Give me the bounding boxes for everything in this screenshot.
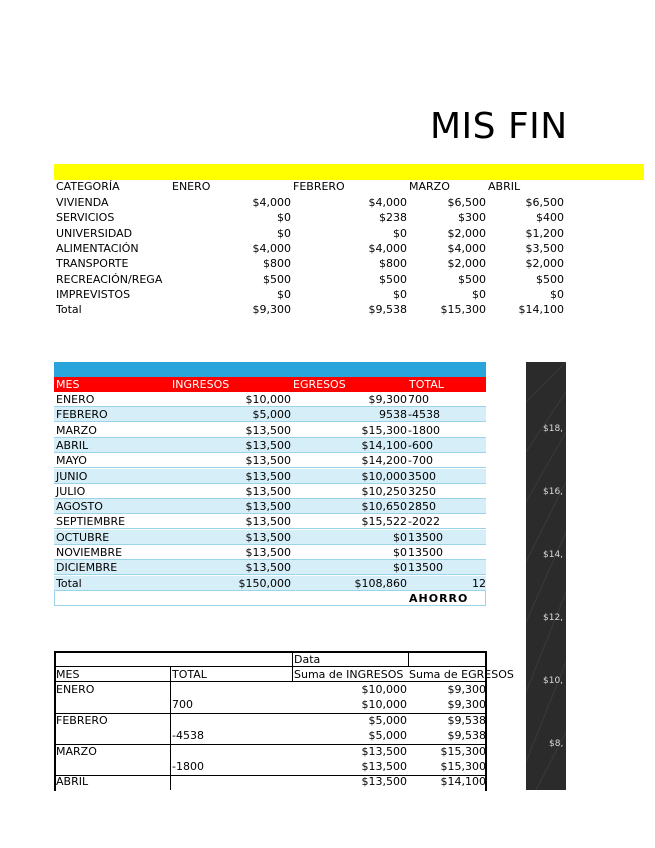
pivot-ingresos-cell: $13,500	[361, 775, 407, 789]
pivot-ingresos-cell: $13,500	[361, 760, 407, 773]
budget-header-cell: ENERO	[172, 180, 211, 193]
chart-y-tick-label: $10,	[543, 676, 564, 686]
budget-category-cell: SERVICIOS	[56, 211, 115, 225]
budget-value-cell: $0	[277, 287, 291, 301]
monthly-month-cell: MARZO	[56, 423, 97, 437]
monthly-total-cell: -600	[408, 438, 433, 452]
monthly-ingresos-cell: $10,000	[245, 393, 291, 406]
monthly-egresos-cell: $10,000	[361, 469, 407, 483]
budget-value-cell: $4,000	[368, 196, 407, 209]
monthly-total-cell: 13500	[408, 530, 443, 544]
chart-y-tick-label: $16,	[543, 487, 564, 497]
chart-y-tick-label: $8,	[549, 739, 564, 749]
budget-value-cell: $4,000	[368, 241, 407, 255]
budget-header-band	[54, 164, 644, 180]
monthly-egresos-cell: $0	[393, 561, 407, 575]
monthly-total-cell: 13500	[408, 561, 443, 575]
monthly-ingresos-cell: $13,500	[245, 530, 291, 544]
budget-category-cell: VIVIENDA	[56, 196, 109, 209]
pivot-month-cell: MARZO	[56, 744, 97, 758]
pivot-month-cell: FEBRERO	[56, 713, 108, 727]
pivot-egresos-cell: $9,538	[447, 729, 486, 743]
budget-value-cell: $0	[393, 226, 407, 240]
budget-value-cell: $800	[263, 257, 291, 271]
budget-value-cell: $9,300	[252, 303, 291, 317]
monthly-ingresos-cell: $150,000	[238, 576, 291, 590]
pivot-ingresos-cell: $10,000	[361, 683, 407, 696]
budget-category-cell: Total	[56, 303, 82, 317]
monthly-egresos-cell: $10,650	[361, 500, 407, 514]
budget-value-cell: $2,000	[447, 257, 486, 271]
monthly-ingresos-cell: $13,500	[245, 515, 291, 529]
budget-value-cell: $6,500	[525, 196, 564, 209]
page-title: MIS FIN	[430, 106, 568, 147]
monthly-total-cell: -2022	[408, 515, 440, 529]
budget-value-cell: $2,000	[525, 257, 564, 271]
budget-category-cell: RECREACIÓN/REGA	[56, 272, 163, 286]
monthly-month-cell: FEBRERO	[56, 408, 108, 422]
pivot-header-total: TOTAL	[172, 668, 207, 681]
monthly-header-cell: TOTAL	[409, 378, 444, 391]
budget-value-cell: $0	[277, 226, 291, 240]
monthly-month-cell: NOVIEMBRE	[56, 546, 123, 559]
budget-value-cell: $14,100	[518, 303, 564, 317]
monthly-egresos-cell: $9,300	[368, 393, 407, 406]
budget-header-cell: ABRIL	[488, 180, 521, 193]
monthly-total-cell: 700	[408, 393, 429, 406]
pivot-ingresos-cell: $10,000	[361, 698, 407, 712]
budget-value-cell: $500	[263, 272, 291, 286]
pivot-data-label: Data	[294, 653, 321, 666]
monthly-egresos-cell: $14,200	[361, 454, 407, 468]
budget-value-cell: $0	[393, 287, 407, 301]
monthly-month-cell: JUNIO	[56, 469, 88, 483]
monthly-month-cell: ABRIL	[56, 438, 89, 452]
chart-y-tick-label: $14,	[543, 550, 564, 560]
budget-value-cell: $300	[458, 211, 486, 225]
budget-value-cell: $500	[379, 272, 407, 286]
monthly-month-cell: ENERO	[56, 393, 95, 406]
budget-category-cell: ALIMENTACIÓN	[56, 241, 139, 255]
budget-value-cell: $3,500	[525, 241, 564, 255]
monthly-ingresos-cell: $13,500	[245, 500, 291, 514]
monthly-ingresos-cell: $13,500	[245, 423, 291, 437]
budget-value-cell: $9,538	[368, 303, 407, 317]
monthly-ingresos-cell: $13,500	[245, 484, 291, 498]
pivot-ingresos-cell: $5,000	[368, 713, 407, 727]
budget-value-cell: $1,200	[525, 226, 564, 240]
monthly-ingresos-cell: $13,500	[245, 561, 291, 575]
monthly-total-cell: 3500	[408, 469, 436, 483]
monthly-month-cell: MAYO	[56, 454, 87, 468]
budget-header-cell: MARZO	[409, 180, 450, 193]
budget-category-cell: TRANSPORTE	[56, 257, 129, 271]
monthly-total-cell: 13500	[408, 546, 443, 559]
monthly-egresos-cell: $0	[393, 546, 407, 559]
chart-y-tick-label: $12,	[543, 613, 564, 623]
chart-y-tick-label: $18,	[543, 424, 564, 434]
budget-value-cell: $4,000	[252, 196, 291, 209]
monthly-egresos-cell: 9538	[379, 408, 407, 422]
monthly-total-cell: -1800	[408, 423, 440, 437]
pivot-ingresos-cell: $13,500	[361, 744, 407, 758]
monthly-egresos-cell: $0	[393, 530, 407, 544]
monthly-ingresos-cell: $5,000	[252, 408, 291, 422]
budget-value-cell: $800	[379, 257, 407, 271]
monthly-egresos-cell: $14,100	[361, 438, 407, 452]
budget-value-cell: $0	[472, 287, 486, 301]
monthly-total-cell: 3250	[408, 484, 436, 498]
monthly-total-cell: -700	[408, 454, 433, 468]
monthly-egresos-cell: $10,250	[361, 484, 407, 498]
budget-value-cell: $238	[379, 211, 407, 225]
pivot-month-cell: ABRIL	[56, 775, 89, 789]
monthly-header-cell: MES	[56, 378, 80, 391]
pivot-gridline	[292, 651, 293, 682]
monthly-month-cell: Total	[56, 576, 82, 590]
budget-value-cell: $0	[550, 287, 564, 301]
monthly-total-cell: 2850	[408, 500, 436, 514]
monthly-month-cell: OCTUBRE	[56, 530, 110, 544]
pivot-egresos-cell: $9,300	[447, 698, 486, 712]
pivot-header-ingresos: Suma de INGRESOS	[294, 668, 404, 681]
budget-value-cell: $2,000	[447, 226, 486, 240]
pivot-ingresos-cell: $5,000	[368, 729, 407, 743]
budget-value-cell: $500	[458, 272, 486, 286]
monthly-header-cell: EGRESOS	[293, 378, 346, 391]
monthly-ingresos-cell: $13,500	[245, 438, 291, 452]
monthly-month-cell: JULIO	[56, 484, 86, 498]
pivot-month-cell: ENERO	[56, 683, 95, 696]
pivot-total-cell: 700	[172, 698, 193, 712]
budget-value-cell: $500	[536, 272, 564, 286]
monthly-total-cell: 12	[472, 576, 486, 590]
budget-value-cell: $400	[536, 211, 564, 225]
budget-value-cell: $4,000	[252, 241, 291, 255]
chart-panel[interactable]	[526, 362, 566, 790]
monthly-ingresos-cell: $13,500	[245, 546, 291, 559]
monthly-title-band	[54, 362, 486, 377]
budget-value-cell: $6,500	[447, 196, 486, 209]
monthly-egresos-cell: $15,300	[361, 423, 407, 437]
pivot-egresos-cell: $14,100	[440, 775, 486, 789]
pivot-total-cell: -1800	[172, 760, 204, 773]
budget-header-cell: FEBRERO	[293, 180, 345, 193]
pivot-egresos-cell: $9,300	[447, 683, 486, 696]
pivot-header-mes: MES	[56, 668, 80, 681]
budget-value-cell: $0	[277, 211, 291, 225]
budget-category-cell: IMPREVISTOS	[56, 287, 131, 301]
monthly-month-cell: AGOSTO	[56, 500, 103, 514]
budget-header-cell: CATEGORÍA	[56, 180, 120, 193]
monthly-total-cell: -4538	[408, 408, 440, 422]
budget-value-cell: $15,300	[440, 303, 486, 317]
pivot-gridline	[170, 666, 171, 790]
pivot-egresos-cell: $9,538	[447, 713, 486, 727]
pivot-egresos-cell: $15,300	[440, 744, 486, 758]
monthly-ingresos-cell: $13,500	[245, 454, 291, 468]
monthly-egresos-cell: $108,860	[354, 576, 407, 590]
monthly-egresos-cell: $15,522	[361, 515, 407, 529]
pivot-egresos-cell: $15,300	[440, 760, 486, 773]
ahorro-label: AHORRO	[409, 592, 469, 605]
pivot-total-cell: -4538	[172, 729, 204, 743]
pivot-gridline	[408, 651, 409, 667]
budget-category-cell: UNIVERSIDAD	[56, 226, 133, 240]
monthly-month-cell: SEPTIEMBRE	[56, 515, 126, 529]
monthly-month-cell: DICIEMBRE	[56, 561, 118, 575]
monthly-ingresos-cell: $13,500	[245, 469, 291, 483]
budget-value-cell: $4,000	[447, 241, 486, 255]
pivot-header-egresos: Suma de EGRESOS	[409, 668, 514, 681]
monthly-header-cell: INGRESOS	[172, 378, 230, 391]
